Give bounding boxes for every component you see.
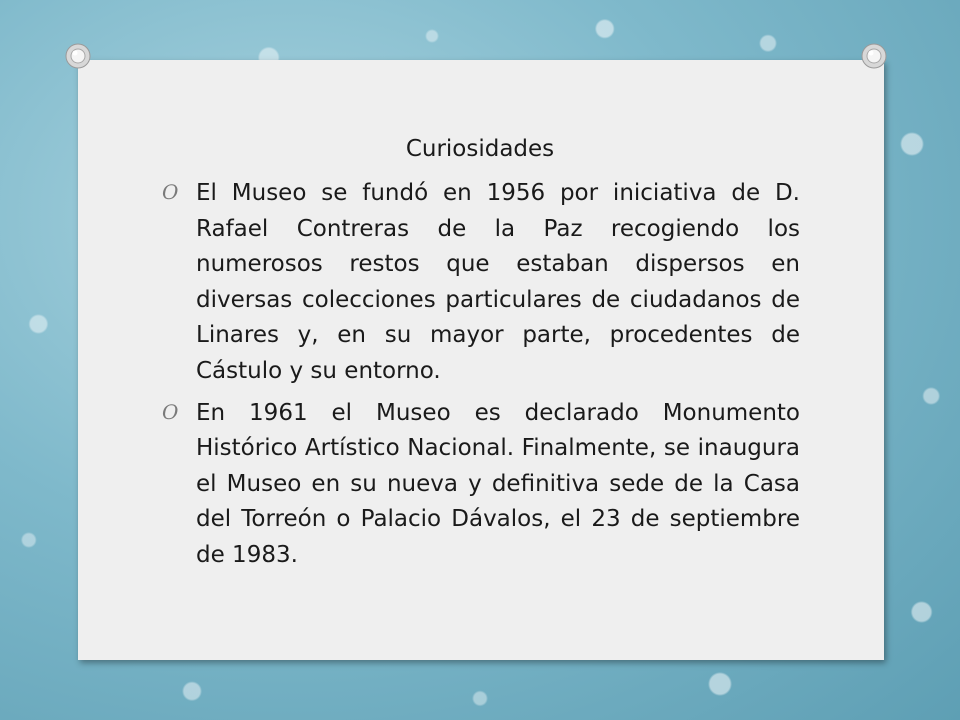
pushpin-icon (64, 42, 92, 70)
bullet-text: En 1961 el Museo es declarado Monumento Histórico Artístico Nacional. Finalmente, se inaugura el Museo en su nueva y definitiva sede de la Casa del Torreón o Palacio Dávalos, el 23 de septiembre de 1983. (196, 399, 800, 568)
bullet-marker-icon: O (162, 180, 179, 204)
slide-title: Curiosidades (405, 136, 555, 162)
bullet-item (160, 396, 800, 574)
bullet-marker-icon: O (162, 399, 179, 424)
bullet-item (160, 176, 800, 390)
bullet-list (160, 176, 800, 580)
pushpin-icon (860, 42, 888, 70)
bullet-text: El Museo se fundó en 1956 por iniciativa de D. Rafael Contreras de la Paz recogiendo los numerosos restos que estaban dispersos en diversas colecciones particulares de ciudadanos de Linares y, en su mayor parte, procedentes de Cástulo y su entorno. (196, 180, 800, 384)
